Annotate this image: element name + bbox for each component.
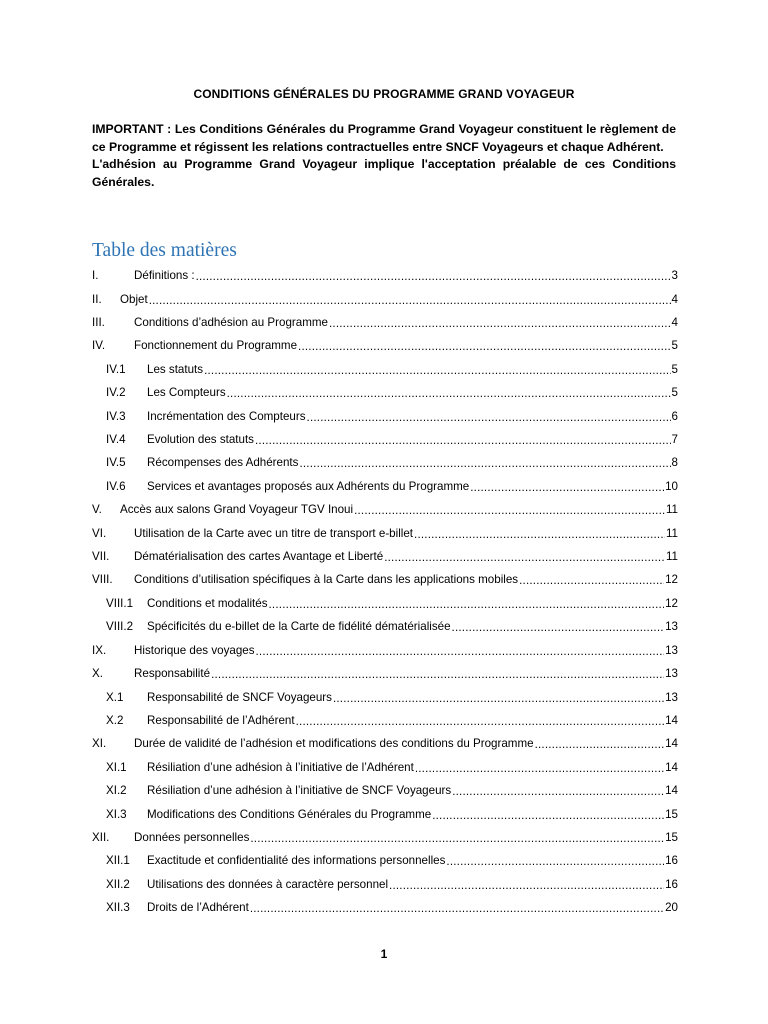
toc-entry-page: 5 (671, 339, 678, 353)
toc-entry-page: 14 (665, 784, 678, 798)
toc-entry[interactable] (92, 615, 678, 638)
toc-entry-label: Conditions d’utilisation spécifiques à la Carte dans les applications mobiles (134, 573, 519, 587)
toc-entry-page: 5 (671, 362, 678, 376)
toc-dot-leader (250, 902, 664, 915)
toc-entry-number: XII.2 (106, 877, 130, 891)
toc-entry[interactable] (92, 568, 678, 591)
toc-entry[interactable] (92, 451, 678, 474)
toc-entry-number: IV.5 (106, 456, 126, 470)
toc-entry-label: Résiliation d’une adhésion à l’initiative de l’Adhérent (147, 760, 414, 774)
toc-entry-number: IV.4 (106, 433, 126, 447)
toc-entry[interactable] (92, 521, 678, 544)
toc-entry-label: Conditions et modalités (147, 596, 268, 610)
intro-paragraph-acceptance: L'adhésion au Programme Grand Voyageur implique l'acceptation préalable de ces Conditions Générales. (92, 157, 676, 189)
toc-entry-label: Exactitude et confidentialité des informations personnelles (147, 854, 446, 868)
toc-entry-number: II. (92, 292, 102, 306)
toc-dot-leader (307, 411, 671, 424)
toc-entry-label: Durée de validité de l’adhésion et modifications des conditions du Programme (134, 737, 534, 751)
toc-entry-page: 11 (665, 526, 678, 540)
toc-entry-label: Spécificités du e-billet de la Carte de fidélité dématérialisée (147, 620, 451, 634)
toc-entry-label: Utilisation de la Carte avec un titre de transport e-billet (134, 526, 414, 540)
toc-entry[interactable] (92, 779, 678, 802)
toc-entry-label: Droits de l’Adhérent (147, 901, 249, 915)
toc-entry-page: 12 (665, 596, 678, 610)
page-number: 1 (380, 947, 388, 961)
toc-entry[interactable] (92, 873, 678, 896)
toc-entry-number: III. (92, 316, 105, 330)
toc-entry-number: XII. (92, 830, 110, 844)
toc-dot-leader (415, 762, 664, 775)
toc-entry-label: Responsabilité de l’Adhérent (147, 713, 295, 727)
toc-dot-leader (211, 668, 664, 681)
toc-entry-number: IX. (92, 643, 107, 657)
toc-entry[interactable] (92, 802, 678, 825)
toc-entry-page: 13 (665, 690, 678, 704)
toc-entry-label: Historique des voyages (134, 643, 255, 657)
toc-dot-leader (384, 551, 665, 564)
toc-entry[interactable] (92, 849, 678, 872)
toc-dot-leader (255, 434, 671, 447)
toc-entry[interactable] (92, 498, 678, 521)
toc-entry[interactable] (92, 639, 678, 662)
toc-entry-label: Utilisations des données à caractère personnel (147, 877, 389, 891)
toc-entry[interactable] (92, 732, 678, 755)
toc-entry-label: Responsabilité (134, 667, 211, 681)
intro-block (92, 121, 676, 191)
toc-entry-page: 4 (671, 316, 678, 330)
toc-entry-label: Dématérialisation des cartes Avantage et Liberté (134, 550, 384, 564)
toc-entry-label: Résiliation d’une adhésion à l’initiative de SNCF Voyageurs (147, 784, 452, 798)
document-title: CONDITIONS GÉNÉRALES DU PROGRAMME GRAND VOYAGEUR (193, 87, 575, 101)
toc-entry-number: XI.3 (106, 807, 127, 821)
toc-entry[interactable] (92, 662, 678, 685)
toc-entry[interactable] (92, 826, 678, 849)
toc-entry-number: IV.1 (106, 362, 126, 376)
toc-entry-page: 13 (665, 620, 678, 634)
toc-entry-page: 15 (665, 807, 678, 821)
toc-entry-label: Récompenses des Adhérents (147, 456, 299, 470)
toc-entry-number: VII. (92, 550, 110, 564)
toc-dot-leader (432, 809, 664, 822)
toc-entry-label: Définitions : (134, 269, 195, 283)
toc-entry-number: XI.2 (106, 784, 127, 798)
toc-dot-leader (149, 294, 671, 307)
toc-dot-leader (535, 738, 665, 751)
toc-dot-leader (296, 715, 664, 728)
toc-entry-number: IV.3 (106, 409, 126, 423)
toc-dot-leader (333, 692, 664, 705)
toc-entry-label: Conditions d’adhésion au Programme (134, 316, 328, 330)
toc-entry[interactable] (92, 381, 678, 404)
toc-entry-label: Les statuts (147, 362, 204, 376)
toc-entry-page: 4 (671, 292, 678, 306)
toc-entry-page: 10 (665, 479, 678, 493)
toc-entry-page: 7 (671, 433, 678, 447)
toc-entry-page: 11 (665, 503, 678, 517)
toc-entry[interactable] (92, 896, 678, 919)
toc-entry-label: Les Compteurs (147, 386, 226, 400)
toc-entry[interactable] (92, 404, 678, 427)
toc-dot-leader (452, 621, 665, 634)
toc-entry-number: I. (92, 269, 99, 283)
toc-entry[interactable] (92, 709, 678, 732)
toc-dot-leader (329, 317, 671, 330)
toc-entry[interactable] (92, 756, 678, 779)
toc-entry-label: Incrémentation des Compteurs (147, 409, 306, 423)
toc-dot-leader (470, 481, 664, 494)
toc-entry-number: IV.6 (106, 479, 126, 493)
toc-entry-number: X.2 (106, 713, 124, 727)
toc-dot-leader (354, 504, 665, 517)
toc-entry-label: Fonctionnement du Programme (134, 339, 298, 353)
toc-entry-page: 6 (671, 409, 678, 423)
toc-entry[interactable] (92, 545, 678, 568)
toc-entry[interactable] (92, 592, 678, 615)
toc-dot-leader (269, 598, 665, 611)
toc-dot-leader (298, 340, 671, 353)
toc-dot-leader (519, 574, 664, 587)
toc-entry-label: Evolution des statuts (147, 433, 254, 447)
toc-dot-leader (227, 387, 671, 400)
toc-entry[interactable] (92, 287, 678, 310)
toc-entry[interactable] (92, 475, 678, 498)
toc-entry[interactable] (92, 428, 678, 451)
toc-entry-page: 12 (665, 573, 678, 587)
toc-entry-number: X.1 (106, 690, 124, 704)
toc-entry-page: 14 (665, 760, 678, 774)
intro-paragraph-important: IMPORTANT : Les Conditions Générales du Programme Grand Voyageur constituent le règlement de ce Programme et régissent les relations contractuelles entre SNCF Voyageurs et chaque Adhérent. (92, 122, 676, 154)
toc-entry-number: XII.3 (106, 901, 130, 915)
toc-entry-page: 15 (665, 830, 678, 844)
toc-entry-page: 14 (665, 737, 678, 751)
toc-entry-number: VI. (92, 526, 107, 540)
toc-entry-page: 16 (665, 854, 678, 868)
toc-entry-page: 14 (665, 713, 678, 727)
toc-dot-leader (414, 528, 665, 541)
toc-entry-number: VIII. (92, 573, 113, 587)
toc-entry-number: VIII.2 (106, 620, 134, 634)
toc-entry[interactable] (92, 264, 678, 287)
toc-dot-leader (452, 785, 664, 798)
toc-dot-leader (389, 879, 664, 892)
toc-entry-page: 16 (665, 877, 678, 891)
toc-entry-page: 3 (671, 269, 678, 283)
toc-entry-page: 13 (665, 667, 678, 681)
toc-entry[interactable] (92, 311, 678, 334)
toc-entry-label: Données personnelles (134, 830, 250, 844)
toc-entry-number: IV. (92, 339, 106, 353)
toc-entry-page: 13 (665, 643, 678, 657)
toc-entry-number: X. (92, 667, 103, 681)
toc-entry-label: Services et avantages proposés aux Adhérents du Programme (147, 479, 470, 493)
toc-entry-label: Modifications des Conditions Générales du Programme (147, 807, 432, 821)
toc-entry-label: Objet (120, 292, 148, 306)
toc-dot-leader (250, 832, 664, 845)
toc-entry-number: IV.2 (106, 386, 126, 400)
toc-entry[interactable] (92, 685, 678, 708)
toc-entry[interactable] (92, 358, 678, 381)
toc-entry-page: 20 (665, 901, 678, 915)
toc-dot-leader (256, 645, 665, 658)
toc-entry-label: Responsabilité de SNCF Voyageurs (147, 690, 332, 704)
toc-entry-number: XI. (92, 737, 107, 751)
toc-dot-leader (446, 855, 664, 868)
toc-entry[interactable] (92, 334, 678, 357)
toc-entry-page: 5 (671, 386, 678, 400)
toc-entry-page: 8 (671, 456, 678, 470)
toc-entry-number: XI.1 (106, 760, 127, 774)
toc-entry-number: VIII.1 (106, 596, 134, 610)
toc-entry-label: Accès aux salons Grand Voyageur TGV Inoui (120, 503, 354, 517)
toc-entry-page: 11 (665, 550, 678, 564)
toc-dot-leader (196, 270, 671, 283)
toc-heading: Table des matières (92, 240, 237, 261)
toc-dot-leader (204, 364, 670, 377)
table-of-contents (92, 264, 678, 919)
toc-dot-leader (299, 457, 670, 470)
toc-entry-number: V. (92, 503, 102, 517)
toc-entry-number: XII.1 (106, 854, 130, 868)
